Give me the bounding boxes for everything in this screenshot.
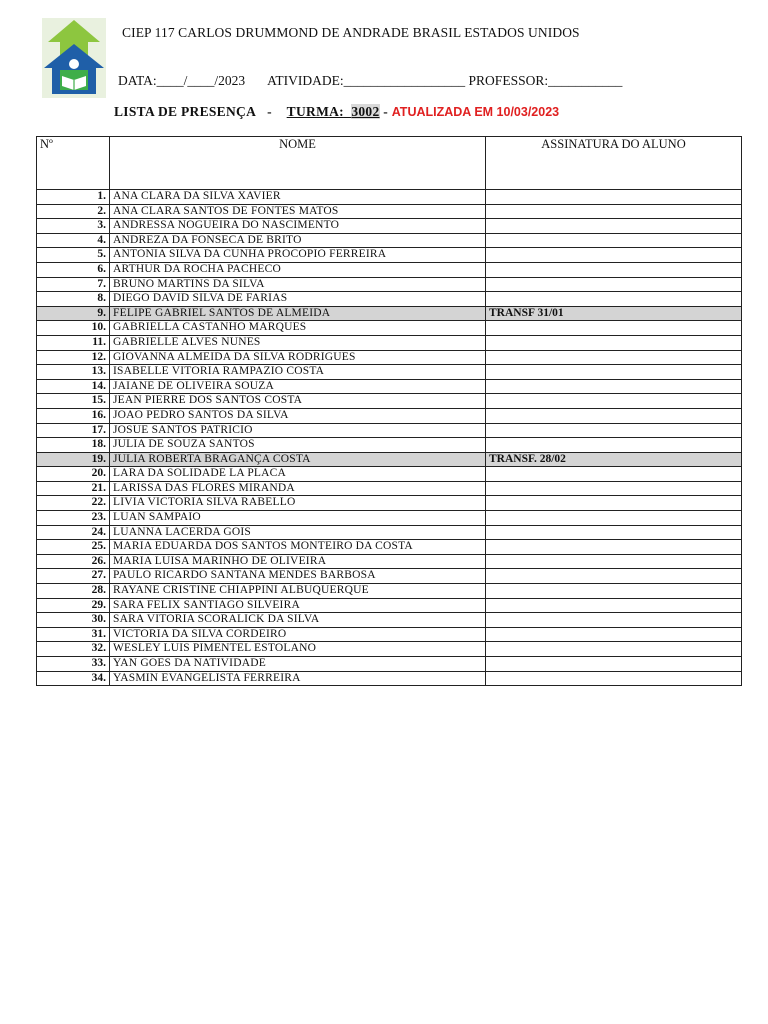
signature-cell[interactable]	[486, 671, 742, 686]
student-name: GIOVANNA ALMEIDA DA SILVA RODRIGUES	[110, 350, 486, 365]
signature-cell[interactable]	[486, 481, 742, 496]
signature-cell[interactable]	[486, 627, 742, 642]
table-row	[37, 540, 742, 555]
signature-cell[interactable]	[486, 350, 742, 365]
table-row	[37, 394, 742, 409]
table-row	[37, 671, 742, 686]
signature-cell[interactable]	[486, 438, 742, 453]
school-name: CIEP 117 CARLOS DRUMMOND DE ANDRADE BRASIL ESTADOS UNIDOS	[122, 25, 580, 40]
student-name: LUAN SAMPAIO	[110, 511, 486, 526]
signature-cell[interactable]	[486, 569, 742, 584]
signature-cell[interactable]	[486, 335, 742, 350]
student-name: LUANNA LACERDA GOIS	[110, 525, 486, 540]
row-number: 3.	[37, 219, 110, 234]
table-row	[37, 467, 742, 482]
row-number: 19.	[37, 452, 110, 467]
row-number: 16.	[37, 408, 110, 423]
row-number: 27.	[37, 569, 110, 584]
student-name: ANDRESSA NOGUEIRA DO NASCIMENTO	[110, 219, 486, 234]
signature-cell[interactable]	[486, 233, 742, 248]
signature-cell[interactable]	[486, 467, 742, 482]
signature-cell[interactable]	[486, 321, 742, 336]
table-row	[37, 204, 742, 219]
row-number: 9.	[37, 306, 110, 321]
student-name: MARIA EDUARDA DOS SANTOS MONTEIRO DA COSTA	[110, 540, 486, 555]
turma-label: TURMA: 3002	[286, 104, 380, 119]
signature-cell[interactable]	[486, 262, 742, 277]
title-dash: -	[267, 104, 272, 119]
turma-value: 3002	[351, 104, 380, 119]
student-name: GABRIELLE ALVES NUNES	[110, 335, 486, 350]
updated-date: ATUALIZADA EM 10/03/2023	[391, 105, 560, 119]
table-row	[37, 321, 742, 336]
row-number: 4.	[37, 233, 110, 248]
signature-cell[interactable]	[486, 219, 742, 234]
student-name: LARISSA DAS FLORES MIRANDA	[110, 481, 486, 496]
table-row	[37, 481, 742, 496]
signature-cell[interactable]	[486, 394, 742, 409]
date-field: DATA:____/____/2023	[118, 73, 246, 88]
table-row	[37, 306, 742, 321]
table-row	[37, 525, 742, 540]
row-number: 32.	[37, 642, 110, 657]
student-name: VICTORIA DA SILVA CORDEIRO	[110, 627, 486, 642]
signature-cell[interactable]	[486, 554, 742, 569]
table-row	[37, 365, 742, 380]
student-name: ANA CLARA SANTOS DE FONTES MATOS	[110, 204, 486, 219]
student-name: YASMIN EVANGELISTA FERREIRA	[110, 671, 486, 686]
row-number: 2.	[37, 204, 110, 219]
table-row	[37, 423, 742, 438]
row-number: 23.	[37, 511, 110, 526]
signature-cell[interactable]	[486, 248, 742, 263]
table-row	[37, 233, 742, 248]
table-row	[37, 642, 742, 657]
signature-cell[interactable]	[486, 496, 742, 511]
header-name: NOME	[110, 137, 486, 190]
table-row	[37, 613, 742, 628]
student-name: ANA CLARA DA SILVA XAVIER	[110, 190, 486, 205]
student-name: ISABELLE VITORIA RAMPAZIO COSTA	[110, 365, 486, 380]
signature-cell[interactable]	[486, 584, 742, 599]
table-row	[37, 292, 742, 307]
table-row	[37, 379, 742, 394]
row-number: 25.	[37, 540, 110, 555]
table-row	[37, 335, 742, 350]
signature-cell[interactable]	[486, 540, 742, 555]
table-row	[37, 511, 742, 526]
signature-cell[interactable]	[486, 190, 742, 205]
row-number: 10.	[37, 321, 110, 336]
table-row	[37, 598, 742, 613]
student-name: RAYANE CRISTINE CHIAPPINI ALBUQUERQUE	[110, 584, 486, 599]
form-fields-line	[118, 73, 622, 89]
row-number: 14.	[37, 379, 110, 394]
row-number: 17.	[37, 423, 110, 438]
student-name: JOSUE SANTOS PATRICIO	[110, 423, 486, 438]
row-number: 22.	[37, 496, 110, 511]
row-number: 8.	[37, 292, 110, 307]
table-row	[37, 569, 742, 584]
row-number: 34.	[37, 671, 110, 686]
signature-cell[interactable]	[486, 365, 742, 380]
student-name: SARA FELIX SANTIAGO SILVEIRA	[110, 598, 486, 613]
signature-cell[interactable]: TRANSF. 28/02	[486, 452, 742, 467]
table-row	[37, 219, 742, 234]
student-name: ANTONIA SILVA DA CUNHA PROCOPIO FERREIRA	[110, 248, 486, 263]
title-dash-2: -	[383, 104, 389, 119]
table-row	[37, 408, 742, 423]
student-name: WESLEY LUIS PIMENTEL ESTOLANO	[110, 642, 486, 657]
table-row	[37, 496, 742, 511]
table-row	[37, 627, 742, 642]
student-name: JOAO PEDRO SANTOS DA SILVA	[110, 408, 486, 423]
row-number: 1.	[37, 190, 110, 205]
header-signature: ASSINATURA DO ALUNO	[486, 137, 742, 190]
row-number: 33.	[37, 657, 110, 672]
student-name: ARTHUR DA ROCHA PACHECO	[110, 262, 486, 277]
signature-cell[interactable]	[486, 423, 742, 438]
signature-cell[interactable]	[486, 277, 742, 292]
row-number: 31.	[37, 627, 110, 642]
table-row	[37, 190, 742, 205]
list-label: LISTA DE PRESENÇA	[114, 104, 257, 119]
table-header-row	[37, 137, 742, 190]
row-number: 15.	[37, 394, 110, 409]
table-row	[37, 657, 742, 672]
signature-cell[interactable]	[486, 408, 742, 423]
row-number: 12.	[37, 350, 110, 365]
student-name: JAIANE DE OLIVEIRA SOUZA	[110, 379, 486, 394]
row-number: 6.	[37, 262, 110, 277]
student-name: JULIA ROBERTA BRAGANÇA COSTA	[110, 452, 486, 467]
row-number: 26.	[37, 554, 110, 569]
student-name: GABRIELLA CASTANHO MARQUES	[110, 321, 486, 336]
row-number: 7.	[37, 277, 110, 292]
student-name: BRUNO MARTINS DA SILVA	[110, 277, 486, 292]
student-name: JULIA DE SOUZA SANTOS	[110, 438, 486, 453]
student-name: LARA DA SOLIDADE LA PLACA	[110, 467, 486, 482]
student-name: SARA VITORIA SCORALICK DA SILVA	[110, 613, 486, 628]
table-row	[37, 262, 742, 277]
list-title	[114, 104, 559, 120]
signature-cell[interactable]	[486, 598, 742, 613]
row-number: 18.	[37, 438, 110, 453]
table-row	[37, 452, 742, 467]
row-number: 30.	[37, 613, 110, 628]
row-number: 21.	[37, 481, 110, 496]
table-row	[37, 584, 742, 599]
teacher-field: PROFESSOR:___________	[468, 73, 623, 88]
header-number: Nº	[37, 137, 110, 190]
row-number: 29.	[37, 598, 110, 613]
table-row	[37, 350, 742, 365]
signature-cell[interactable]: TRANSF 31/01	[486, 306, 742, 321]
row-number: 20.	[37, 467, 110, 482]
signature-cell[interactable]	[486, 657, 742, 672]
student-name: DIEGO DAVID SILVA DE FARIAS	[110, 292, 486, 307]
student-name: YAN GOES DA NATIVIDADE	[110, 657, 486, 672]
activity-field: ATIVIDADE:__________________	[267, 73, 466, 88]
row-number: 5.	[37, 248, 110, 263]
signature-cell[interactable]	[486, 204, 742, 219]
signature-cell[interactable]	[486, 525, 742, 540]
signature-cell[interactable]	[486, 511, 742, 526]
signature-cell[interactable]	[486, 379, 742, 394]
table-row	[37, 554, 742, 569]
row-number: 11.	[37, 335, 110, 350]
table-row	[37, 438, 742, 453]
student-name: PAULO RICARDO SANTANA MENDES BARBOSA	[110, 569, 486, 584]
row-number: 13.	[37, 365, 110, 380]
row-number: 28.	[37, 584, 110, 599]
signature-cell[interactable]	[486, 642, 742, 657]
school-house-reader-icon	[42, 18, 106, 98]
signature-cell[interactable]	[486, 613, 742, 628]
student-name: ANDREZA DA FONSECA DE BRITO	[110, 233, 486, 248]
table-row	[37, 277, 742, 292]
signature-cell[interactable]	[486, 292, 742, 307]
student-name: FELIPE GABRIEL SANTOS DE ALMEIDA	[110, 306, 486, 321]
table-row	[37, 248, 742, 263]
table-body	[37, 190, 742, 686]
student-name: JEAN PIERRE DOS SANTOS COSTA	[110, 394, 486, 409]
attendance-table	[36, 136, 742, 686]
student-name: MARIA LUISA MARINHO DE OLIVEIRA	[110, 554, 486, 569]
student-name: LIVIA VICTORIA SILVA RABELLO	[110, 496, 486, 511]
row-number: 24.	[37, 525, 110, 540]
